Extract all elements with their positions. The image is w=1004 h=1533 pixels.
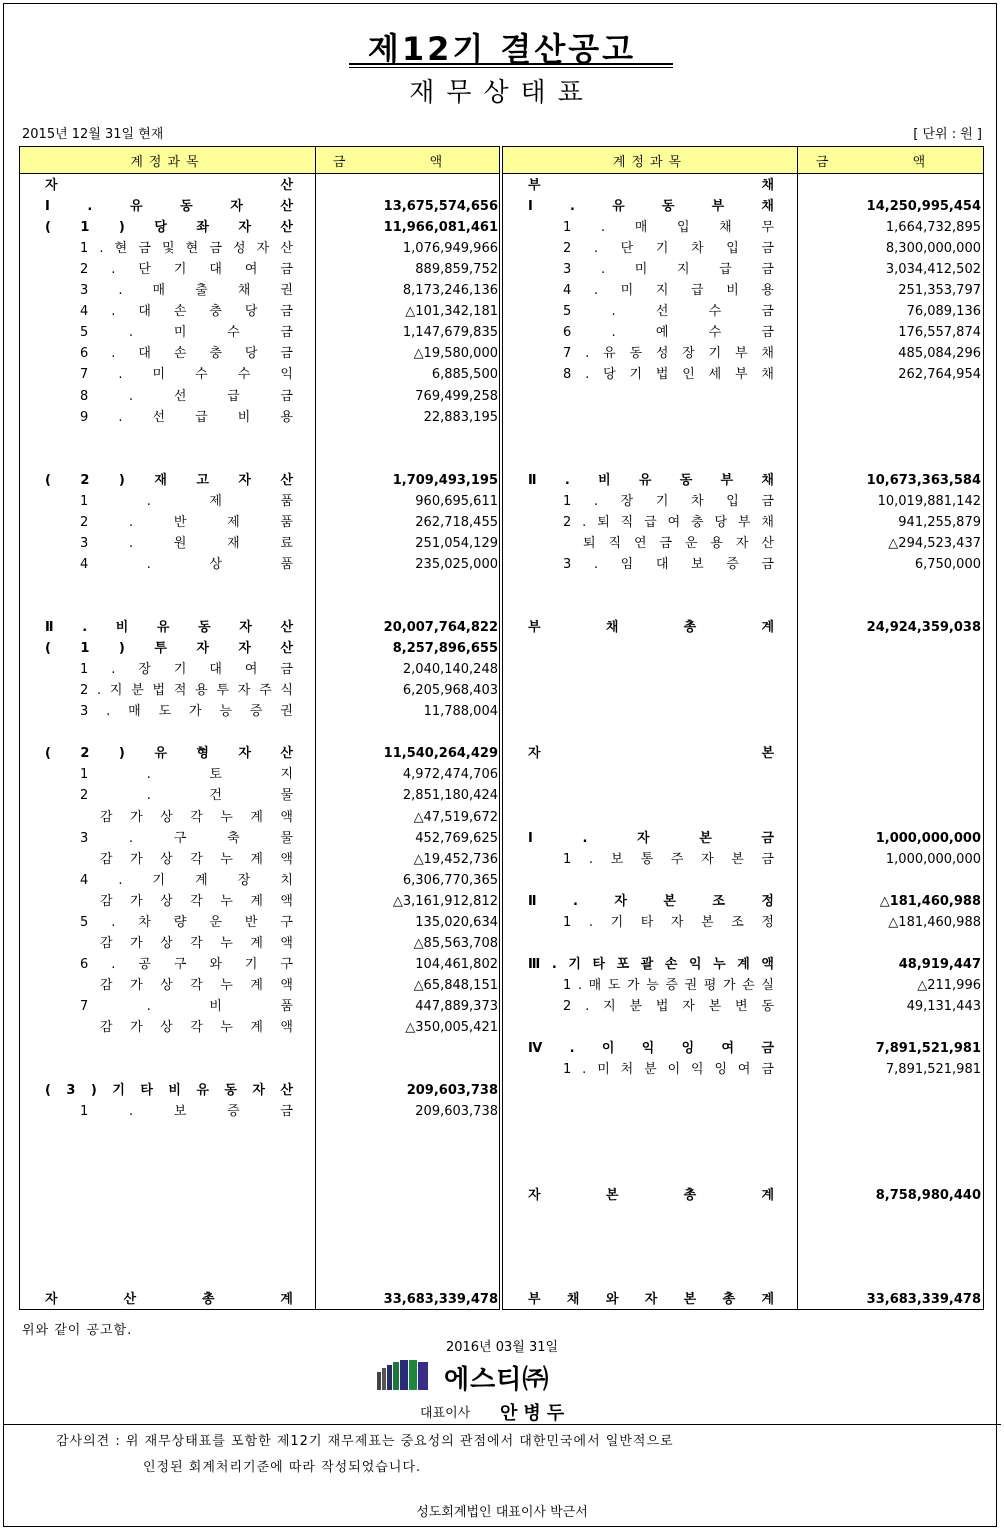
right-account-label: 1 . 매 도 가 능 증 권 평 가 손 실 <box>563 978 774 993</box>
left-amount-value: 209,603,738 <box>415 1104 498 1119</box>
left-account-label: 7 . 비 품 <box>80 999 293 1014</box>
left-account-label: 2 . 건 물 <box>80 788 293 803</box>
title-underline <box>349 63 673 65</box>
left-account-label: ( 1 ) 투 자 자 산 <box>45 641 293 656</box>
header-account-right: 계정과목 <box>502 146 798 174</box>
right-amount-value: 3,034,412,502 <box>885 262 981 277</box>
left-amount-value: 11,966,081,461 <box>383 220 498 235</box>
right-account-label: Ⅰ . 유 동 부 채 <box>528 199 774 214</box>
left-amount-value: 262,718,455 <box>415 515 498 530</box>
right-account-label: 2 . 지 분 법 자 본 변 동 <box>563 999 774 1014</box>
right-account-label: 1 . 기 타 자 본 조 정 <box>563 915 774 930</box>
left-account-label: 2 . 단 기 대 여 금 <box>80 262 293 277</box>
right-amount-value: 262,764,954 <box>898 367 981 382</box>
left-amount-value: △19,580,000 <box>413 346 498 361</box>
total-assets-amount: 33,683,339,478 <box>383 1292 498 1307</box>
left-account-label: 자 산 <box>45 178 293 193</box>
right-amount-value: 49,131,443 <box>906 999 981 1014</box>
left-account-label: 4 . 기 계 장 치 <box>80 873 293 888</box>
left-amount-value: 2,040,140,248 <box>402 662 498 677</box>
left-amount-value: 8,173,246,136 <box>402 283 498 298</box>
right-account-label: Ⅱ . 자 본 조 정 <box>528 894 774 909</box>
right-account-label: 3 . 미 지 급 금 <box>563 262 774 277</box>
right-amount-value: 1,000,000,000 <box>875 831 981 846</box>
left-account-label: 1 . 보 증 금 <box>80 1104 293 1119</box>
left-amount-value: △19,452,736 <box>413 852 498 867</box>
left-account-label: ( 2 ) 재 고 자 산 <box>45 473 293 488</box>
right-amount-value: 8,300,000,000 <box>885 241 981 256</box>
left-account-label: Ⅰ . 유 동 자 산 <box>45 199 293 214</box>
right-account-label: 자 본 <box>528 746 774 761</box>
footer-divider <box>3 1424 1001 1425</box>
left-account-label: 감 가 상 각 누 계 액 <box>100 936 293 951</box>
left-amount-value: △101,342,181 <box>405 304 498 319</box>
right-amount-value: △294,523,437 <box>888 536 981 551</box>
left-amount-value: 2,851,180,424 <box>402 788 498 803</box>
left-account-label: 3 . 매 도 가 능 증 권 <box>80 704 293 719</box>
right-amount-value: △181,460,988 <box>888 915 981 930</box>
page-subtitle: 재무상태표 <box>409 78 595 108</box>
right-amount-value: 251,353,797 <box>898 283 981 298</box>
left-amount-value: 251,054,129 <box>415 536 498 551</box>
left-account-label: 1 . 장 기 대 여 금 <box>80 662 293 677</box>
left-amount-value: 235,025,000 <box>415 557 498 572</box>
left-account-label: 7 . 미 수 수 익 <box>80 367 293 382</box>
left-account-label: ( 2 ) 유 형 자 산 <box>45 746 293 761</box>
announcement: 위와 같이 공고함. <box>22 1323 133 1338</box>
left-account-label: 감 가 상 각 누 계 액 <box>100 1020 293 1035</box>
right-account-label: 1 . 매 입 채 무 <box>563 220 774 235</box>
right-account-label: 3 . 임 대 보 증 금 <box>563 557 774 572</box>
total-liab-equity-amount: 33,683,339,478 <box>866 1292 981 1307</box>
company-logo-icon <box>377 1358 429 1392</box>
right-account-label: Ⅱ . 비 유 동 부 채 <box>528 473 774 488</box>
representative-title: 대표이사 <box>420 1406 471 1421</box>
left-account-label: 감 가 상 각 누 계 액 <box>100 978 293 993</box>
right-account-label: 1 . 미 처 분 이 익 잉 여 금 <box>563 1062 774 1077</box>
right-amount-value: 48,919,447 <box>898 957 981 972</box>
left-amount-value: 22,883,195 <box>423 410 498 425</box>
header-account-left: 계정과목 <box>19 146 316 174</box>
right-account-label: 7 . 유 동 성 장 기 부 채 <box>563 346 774 361</box>
left-amount-value: △47,519,672 <box>413 810 498 825</box>
left-account-label: 감 가 상 각 누 계 액 <box>100 810 293 825</box>
company-name: 에스티㈜ <box>444 1365 550 1395</box>
left-amount-value: 6,306,770,365 <box>402 873 498 888</box>
left-amount-value: 135,020,634 <box>415 915 498 930</box>
left-account-label: 6 . 공 구 와 기 구 <box>80 957 293 972</box>
left-amount-value: 1,147,679,835 <box>402 325 498 340</box>
left-amount-value: 447,889,373 <box>415 999 498 1014</box>
left-amount-value: 1,709,493,195 <box>392 473 498 488</box>
left-account-label: 2 . 지 분 법 적 용 투 자 주 식 <box>80 683 293 698</box>
right-amount-value: 1,664,732,895 <box>885 220 981 235</box>
left-amount-value: 209,603,738 <box>406 1083 498 1098</box>
right-amount-value: 8,758,980,440 <box>875 1188 981 1203</box>
right-amount-value: 6,750,000 <box>914 557 981 572</box>
left-account-label: ( 3 ) 기 타 비 유 동 자 산 <box>45 1083 293 1098</box>
right-account-label: 퇴 직 연 금 운 용 자 산 <box>583 536 774 551</box>
right-account-label: 2 . 퇴 직 급 여 충 당 부 채 <box>563 515 774 530</box>
left-account-label: 9 . 선 급 비 용 <box>80 410 293 425</box>
left-amount-value: 104,461,802 <box>415 957 498 972</box>
right-account-label: 부 채 <box>528 178 774 193</box>
left-account-label: ( 1 ) 당 좌 자 산 <box>45 220 293 235</box>
left-account-label: 3 . 원 재 료 <box>80 536 293 551</box>
right-amount-value: 10,019,881,142 <box>877 494 981 509</box>
left-amount-value: 20,007,764,822 <box>383 620 498 635</box>
right-account-label: 2 . 단 기 차 입 금 <box>563 241 774 256</box>
left-amount-value: 960,695,611 <box>415 494 498 509</box>
left-amount-value: 13,675,574,656 <box>383 199 498 214</box>
title-underline-thin <box>349 67 673 68</box>
left-amount-value: 11,540,264,429 <box>383 746 498 761</box>
right-amount-value: 7,891,521,981 <box>885 1062 981 1077</box>
left-account-label: 4 . 대 손 충 당 금 <box>80 304 293 319</box>
left-amount-value: 1,076,949,966 <box>402 241 498 256</box>
left-account-label: 1 . 토 지 <box>80 767 293 782</box>
right-amount-value: 1,000,000,000 <box>885 852 981 867</box>
header-amount-right: 금 액 <box>797 146 984 174</box>
left-amount-value: △85,563,708 <box>413 936 498 951</box>
right-amount-value: 76,089,136 <box>906 304 981 319</box>
as-of-date: 2015년 12월 31일 현재 <box>22 127 164 142</box>
left-account-label: 2 . 반 제 품 <box>80 515 293 530</box>
right-amount-value: 14,250,995,454 <box>866 199 981 214</box>
page-title: 제12기 결산공고 <box>367 30 637 68</box>
left-account-label: 4 . 상 품 <box>80 557 293 572</box>
right-account-label: 5 . 선 수 금 <box>563 304 774 319</box>
left-amount-value: 6,205,968,403 <box>402 683 498 698</box>
left-account-label: 감 가 상 각 누 계 액 <box>100 852 293 867</box>
announcement-date: 2016년 03월 31일 <box>445 1340 559 1355</box>
left-account-label: Ⅱ . 비 유 동 자 산 <box>45 620 293 635</box>
header-amount-left: 금 액 <box>315 146 500 174</box>
left-amount-value: △350,005,421 <box>405 1020 498 1035</box>
left-account-label: 1 . 현 금 및 현 금 성 자 산 <box>80 241 293 256</box>
left-amount-value: △3,161,912,812 <box>392 894 498 909</box>
representative-name: 안병두 <box>500 1403 571 1424</box>
right-account-label: 8 . 당 기 법 인 세 부 채 <box>563 367 774 382</box>
right-amount-value: 941,255,879 <box>898 515 981 530</box>
right-account-label: 자 본 총 계 <box>528 1188 774 1203</box>
left-amount-value: 889,859,752 <box>415 262 498 277</box>
right-account-label: Ⅲ . 기 타 포 괄 손 익 누 계 액 <box>528 957 774 972</box>
right-amount-value: 24,924,359,038 <box>866 620 981 635</box>
total-assets-label: 자 산 총 계 <box>45 1292 293 1307</box>
left-account-label: 5 . 차 량 운 반 구 <box>80 915 293 930</box>
right-amount-value: △181,460,988 <box>879 894 981 909</box>
right-amount-value: 10,673,363,584 <box>866 473 981 488</box>
left-amount-value: 769,499,258 <box>415 389 498 404</box>
right-account-label: 1 . 장 기 차 입 금 <box>563 494 774 509</box>
left-account-label: 3 . 구 축 물 <box>80 831 293 846</box>
left-account-label: 8 . 선 급 금 <box>80 389 293 404</box>
left-amount-value: 6,885,500 <box>431 367 498 382</box>
left-amount-value: △65,848,151 <box>413 978 498 993</box>
left-amount-value: 11,788,004 <box>423 704 498 719</box>
right-amount-value: 7,891,521,981 <box>875 1041 981 1056</box>
left-amount-value: 4,972,474,706 <box>402 767 498 782</box>
total-liab-equity-label: 부 채 와 자 본 총 계 <box>528 1292 774 1307</box>
left-account-label: 1 . 제 품 <box>80 494 293 509</box>
left-amount-value: 452,769,625 <box>415 831 498 846</box>
right-account-label: Ⅳ . 이 익 잉 여 금 <box>528 1041 774 1056</box>
left-amount-value: 8,257,896,655 <box>392 641 498 656</box>
left-account-label: 6 . 대 손 충 당 금 <box>80 346 293 361</box>
auditor-signature: 성도회계법인 대표이사 박근서 <box>416 1505 588 1520</box>
unit-label: [ 단위 : 원 ] <box>913 127 982 142</box>
left-account-label: 5 . 미 수 금 <box>80 325 293 340</box>
right-amount-value: △211,996 <box>917 978 981 993</box>
right-amount-value: 485,084,296 <box>898 346 981 361</box>
audit-opinion-line2: 인정된 회계처리기준에 따라 작성되었습니다. <box>143 1460 422 1475</box>
right-account-label: Ⅰ . 자 본 금 <box>528 831 774 846</box>
right-account-label: 6 . 예 수 금 <box>563 325 774 340</box>
left-account-label: 감 가 상 각 누 계 액 <box>100 894 293 909</box>
left-account-label: 3 . 매 출 채 권 <box>80 283 293 298</box>
right-amount-value: 176,557,874 <box>898 325 981 340</box>
right-account-label: 4 . 미 지 급 비 용 <box>563 283 774 298</box>
right-account-label: 부 채 총 계 <box>528 620 774 635</box>
right-account-label: 1 . 보 통 주 자 본 금 <box>563 852 774 867</box>
audit-opinion-line1: 감사의견 : 위 재무상태표를 포함한 제12기 재무제표는 중요성의 관점에서 대한민국에서 일반적으로 <box>56 1434 674 1449</box>
